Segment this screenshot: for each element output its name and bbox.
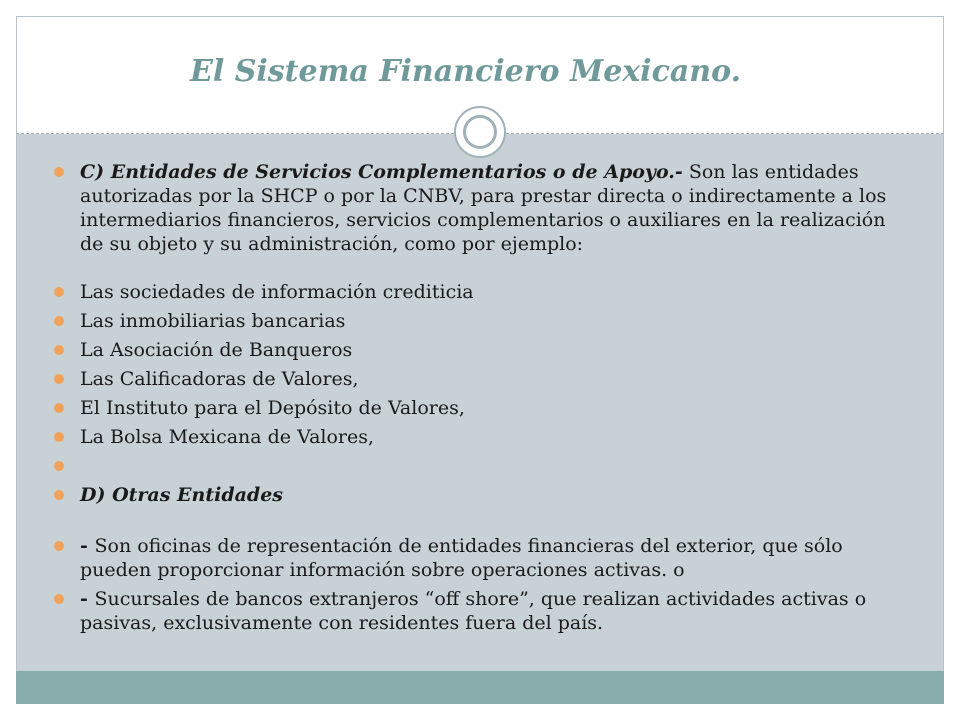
- bullet-icon: [54, 541, 64, 551]
- list-item-text: La Bolsa Mexicana de Valores,: [80, 426, 375, 448]
- bullet-icon: [54, 403, 64, 413]
- bullet-icon: [54, 432, 64, 442]
- dash-lead: -: [80, 588, 95, 610]
- list-item-text: Las inmobiliarias bancarias: [80, 310, 346, 332]
- divider-inner-circle: [463, 115, 497, 149]
- bullet-icon: [54, 490, 64, 500]
- slide-title: El Sistema Financiero Mexicano.: [190, 54, 742, 89]
- other-entities-heading: D) Otras Entidades: [80, 484, 283, 506]
- bullet-icon: [54, 461, 64, 471]
- bullet-icon: [54, 316, 64, 326]
- list-item-text: Las sociedades de información crediticia: [80, 281, 474, 303]
- bullet-icon: [54, 167, 64, 177]
- list-item-text: Sucursales de bancos extranjeros “off shore”, que realizan actividades activas o pasivas, exclusivamente con residentes fuera del país.: [80, 588, 867, 634]
- bullet-icon: [54, 374, 64, 384]
- list-item-text: La Asociación de Banqueros: [80, 339, 353, 361]
- list-item: [54, 338, 914, 362]
- list-item-text: El Instituto para el Depósito de Valores,: [80, 397, 465, 419]
- divider-circle-icon: [454, 106, 506, 158]
- bullet-icon: [54, 594, 64, 604]
- bottom-band: [16, 671, 944, 704]
- intro-heading: C) Entidades de Servicios Complementarios o de Apoyo.-: [80, 161, 683, 183]
- list-item-empty: [54, 454, 914, 478]
- intro-text: Son las entidades autorizadas por la SHCP o por la CNBV, para prestar directa o indirectamente a los intermediarios financieros, servicios complementarios o auxiliares en la realización de su objeto y su administración, como por ejemplo:: [80, 161, 887, 255]
- list-item-text: Las Calificadoras de Valores,: [80, 368, 359, 390]
- list-item: [54, 367, 914, 391]
- bullet-icon: [54, 345, 64, 355]
- list-item: [54, 587, 914, 635]
- other-entities-heading-item: [54, 483, 914, 507]
- slide-content: [54, 160, 914, 640]
- list-item: [54, 425, 914, 449]
- list-item: [54, 396, 914, 420]
- list-item: [54, 534, 914, 582]
- list-item: [54, 280, 914, 304]
- list-item: [54, 309, 914, 333]
- bullet-icon: [54, 287, 64, 297]
- intro-item: [54, 160, 914, 256]
- dash-lead: -: [80, 535, 95, 557]
- list-item-text: Son oficinas de representación de entidades financieras del exterior, que sólo pueden proporcionar información sobre operaciones activas. o: [80, 535, 843, 581]
